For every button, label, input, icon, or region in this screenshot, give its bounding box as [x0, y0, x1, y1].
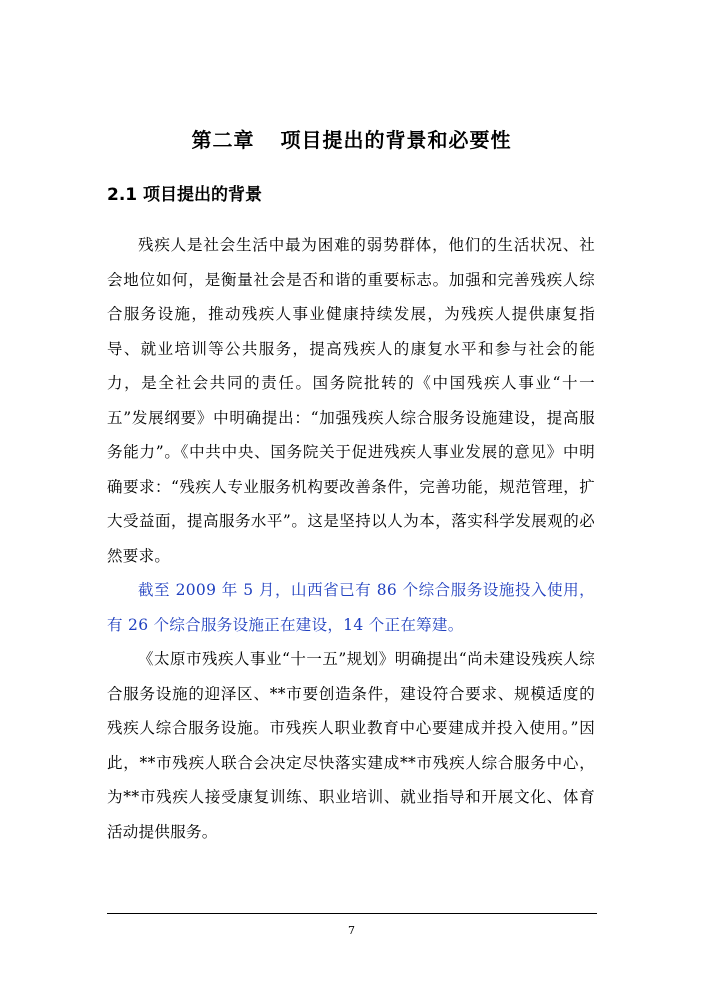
paragraph-plan: 《太原市残疾人事业“十一五”规划》明确提出“尚未建设残疾人综合服务设施的迎泽区、**市要创造条件，建设符合要求、规模适度的残疾人综合服务设施。市残疾人职业教育中心要建成并投入使用。”因此，**市残疾人联合会决定尽快落实建成**市残疾人综合服务中心，为**市残疾人接受康复训练、职业培训、就业指导和开展文化、体育活动提供服务。 [107, 650, 595, 841]
body-text [107, 228, 595, 849]
footer-divider [107, 913, 597, 914]
section-heading: 2.1 项目提出的背景 [107, 185, 263, 205]
paragraph-background: 残疾人是社会生活中最为困难的弱势群体，他们的生活状况、社会地位如何，是衡量社会是否和谐的重要标志。加强和完善残疾人综合服务设施，推动残疾人事业健康持续发展，为残疾人提供康复指导、就业培训等公共服务，提高残疾人的康复水平和参与社会的能力，是全社会共同的责任。国务院批转的《中国残疾人事业“十一五”发展纲要》中明确提出：“加强残疾人综合服务设施建设，提高服务能力”。《中共中央、国务院关于促进残疾人事业发展的意见》中明确要求：“残疾人专业服务机构要改善条件，完善功能，规范管理，扩大受益面，提高服务水平”。这是坚持以人为本，落实科学发展观的必然要求。 [107, 236, 595, 565]
page-number: 7 [348, 924, 355, 937]
chapter-number: 第二章 [191, 128, 255, 152]
chapter-title-text: 项目提出的背景和必要性 [280, 128, 512, 152]
paragraph-statistics: 截至 2009 年 5 月，山西省已有 86 个综合服务设施投入使用，有 26 个综合服务设施正在建设，14 个正在筹建。 [107, 581, 595, 634]
chapter-heading [0, 126, 703, 154]
